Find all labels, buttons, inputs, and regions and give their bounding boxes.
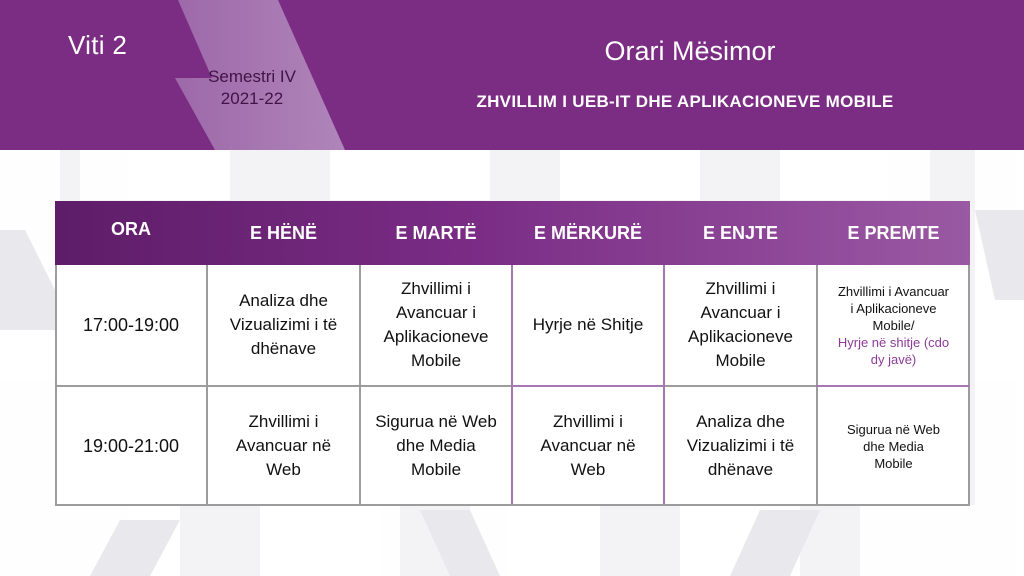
year-label: Viti 2 <box>68 30 128 60</box>
column-header-time: ORA <box>111 219 151 239</box>
lesson-tue-2 <box>360 386 512 506</box>
column-header-wednesday: E MËRKURË <box>533 223 642 243</box>
time-slot-1 <box>55 265 207 385</box>
time-slot-1-label: 17:00-19:00 <box>82 315 180 335</box>
lesson-wed-2-label: Zhvillimi i Avancuar në Web <box>540 412 636 479</box>
lesson-tue-1 <box>360 265 512 385</box>
column-header-thursday: E ENJTE <box>702 223 779 243</box>
lesson-tue-1-label: Zhvillimi i Avancuar i Aplikacioneve Mobile <box>383 279 489 370</box>
grid-line <box>511 385 665 387</box>
grid-line <box>816 385 970 387</box>
lesson-mon-1-label: Analiza dhe Vizualizimi i të dhënave <box>229 291 338 358</box>
lesson-fri-1-note: Hyrje në shitje (cdo dy javë) <box>837 334 950 367</box>
semester-label <box>193 66 311 110</box>
schedule-title: Orari Mësimor <box>604 36 776 66</box>
column-header-monday: E HËNË <box>249 223 318 243</box>
time-slot-2 <box>55 386 207 506</box>
lesson-thu-2 <box>664 386 817 506</box>
lesson-fri-1 <box>817 265 970 385</box>
lesson-tue-2-label: Sigurua në Web dhe Media Mobile <box>375 412 497 479</box>
lesson-thu-1-label: Zhvillimi i Avancuar i Aplikacioneve Mobile <box>688 279 793 370</box>
table-header <box>55 201 970 265</box>
lesson-fri-2 <box>817 386 970 506</box>
lesson-thu-1 <box>664 265 817 385</box>
lesson-fri-2-label: Sigurua në Web dhe Media Mobile <box>847 421 940 471</box>
time-slot-2-label: 19:00-21:00 <box>82 436 180 456</box>
title-block <box>0 0 1024 150</box>
lesson-mon-2-label: Zhvillimi i Avancuar në Web <box>235 412 332 479</box>
lesson-wed-1 <box>512 265 664 385</box>
lesson-wed-2 <box>512 386 664 506</box>
timetable <box>55 201 970 506</box>
grid-line <box>55 504 970 506</box>
academic-year: 2021-22 <box>220 89 284 108</box>
lesson-thu-2-label: Analiza dhe Vizualizimi i të dhënave <box>686 412 795 479</box>
lesson-mon-2 <box>207 386 360 506</box>
lesson-wed-1-label: Hyrje në Shitje <box>532 315 644 334</box>
program-title: ZHVILLIM I UEB-IT DHE APLIKACIONEVE MOBILE <box>476 92 894 111</box>
column-header-friday: E PREMTE <box>847 223 940 243</box>
lesson-mon-1 <box>207 265 360 385</box>
column-header-tuesday: E MARTË <box>395 223 477 243</box>
lesson-fri-1-label: Zhvillimi i Avancuar i Aplikacioneve Mobile/ <box>837 283 950 333</box>
semester-name: Semestri IV <box>208 67 296 86</box>
timetable-body <box>55 265 970 506</box>
